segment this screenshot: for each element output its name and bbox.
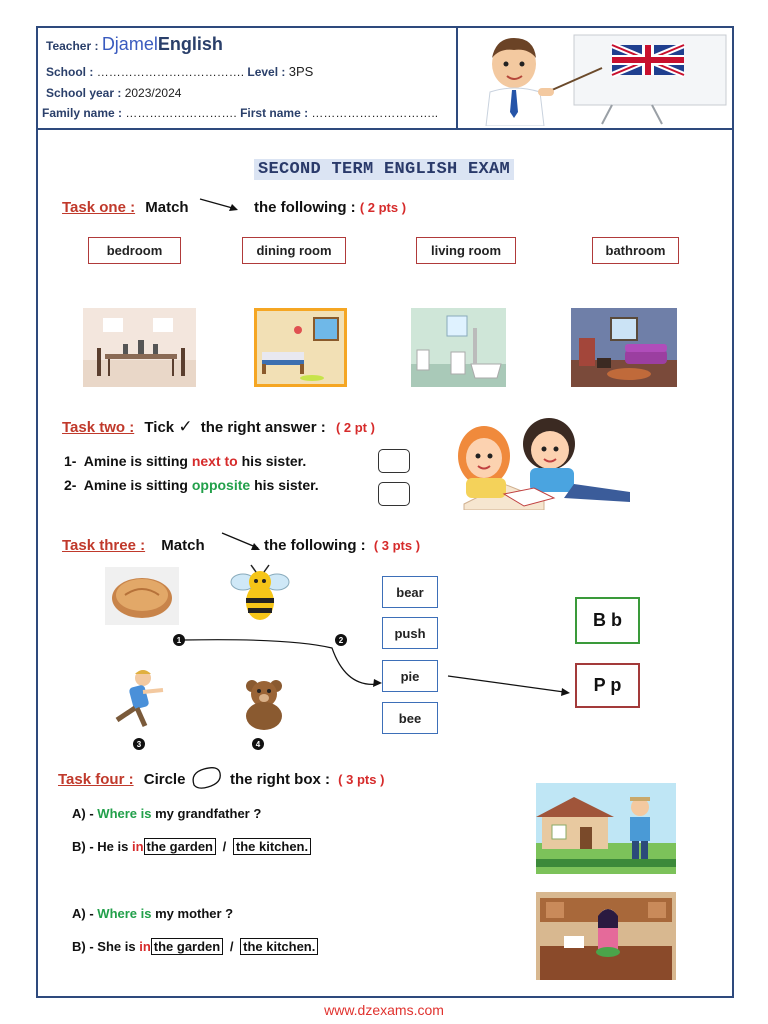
family-name-field[interactable]: ………………………. <box>125 106 237 120</box>
word-box-dining-room[interactable]: dining room <box>242 237 346 264</box>
letter-box-p[interactable]: P p <box>575 663 640 708</box>
bathroom-picture[interactable] <box>411 308 506 387</box>
task-four-label: Task four : <box>58 771 134 788</box>
bee-picture[interactable] <box>227 564 293 626</box>
task-three-heading <box>62 537 205 554</box>
circle-shape-icon <box>188 765 224 791</box>
grandfather-garden-picture <box>536 783 676 874</box>
task-three-points: ( 3 pts ) <box>373 538 421 553</box>
task-one-instruction: Match <box>145 199 189 216</box>
teacher-line <box>46 34 223 55</box>
footer-url[interactable]: www.dzexams.com <box>324 1002 444 1018</box>
task-two-points: ( 2 pt ) <box>335 420 375 435</box>
bedroom-picture[interactable] <box>254 308 347 387</box>
first-name-field[interactable]: ………………………….. <box>311 106 439 120</box>
word-box-living-room[interactable]: living room <box>416 237 516 264</box>
task-one-points: ( 2 pts ) <box>359 200 407 215</box>
exam-title: SECOND TERM ENGLISH EXAM <box>0 160 768 179</box>
word-box-bee[interactable]: bee <box>382 702 438 734</box>
children-reading-picture <box>444 414 636 510</box>
number-1-badge: 1 <box>173 634 185 646</box>
word-box-bedroom[interactable]: bedroom <box>88 237 181 264</box>
number-4-badge: 4 <box>252 738 264 750</box>
teacher-name: DjamelEnglish <box>101 34 223 54</box>
number-2-badge: 2 <box>335 634 347 646</box>
first-name-label: First name : <box>240 106 309 120</box>
pie-picture[interactable] <box>105 567 179 625</box>
answer-2: B) - She is in the garden / the kitchen. <box>72 939 318 954</box>
word-box-pie[interactable]: pie <box>382 660 438 692</box>
task-four-heading <box>58 771 185 788</box>
option-kitchen-2[interactable]: the kitchen. <box>240 938 318 955</box>
school-label: School : <box>46 65 94 79</box>
task-two-heading <box>62 417 375 437</box>
task-three-instruction: Match <box>161 537 205 554</box>
year-label: School year : <box>46 86 122 100</box>
option-kitchen-1[interactable]: the kitchen. <box>233 838 311 855</box>
task-three-label: Task three : <box>62 537 146 554</box>
opposite-highlight: opposite <box>191 477 251 493</box>
task-four-points: ( 3 pts ) <box>338 772 385 787</box>
sentence-2: 2- Amine is sitting opposite his sister. <box>64 477 319 493</box>
match-arrow-icon-2 <box>220 530 264 554</box>
option-garden-1[interactable]: the garden <box>144 838 216 855</box>
level-value: 3PS <box>288 64 314 79</box>
where-is-highlight-2: Where is <box>97 906 152 921</box>
word-box-push[interactable]: push <box>382 617 438 649</box>
header-box <box>36 26 734 130</box>
number-3-badge: 3 <box>133 738 145 750</box>
tick-icon: ✓ <box>178 417 193 436</box>
task-two-label: Task two : <box>62 419 135 436</box>
task-four-heading-tail <box>230 771 384 788</box>
school-field[interactable]: ………………………………. <box>96 65 245 79</box>
question-1: A) - Where is my grandfather ? <box>72 806 262 821</box>
sentence-1: 1- Amine is sitting next to his sister. <box>64 453 307 469</box>
name-line <box>42 106 438 120</box>
level-label: Level : <box>247 65 286 79</box>
task-four-instruction: Circle <box>143 771 186 788</box>
family-name-label: Family name : <box>42 106 123 120</box>
task-three-instruction-b: the following : <box>264 537 366 554</box>
school-line <box>46 64 313 79</box>
header-info <box>38 28 458 128</box>
option-garden-2[interactable]: the garden <box>151 938 223 955</box>
teacher-label: Teacher : <box>46 39 99 53</box>
next-to-highlight: next to <box>191 453 238 469</box>
word-box-bear[interactable]: bear <box>382 576 438 608</box>
match-arrow-icon <box>198 196 242 216</box>
where-is-highlight-1: Where is <box>97 806 152 821</box>
question-2: A) - Where is my mother ? <box>72 906 234 921</box>
teacher-illustration <box>462 30 732 126</box>
task-one-instruction-b: the following : <box>254 199 356 216</box>
tick-box-2[interactable] <box>378 482 410 506</box>
dining-room-picture[interactable] <box>83 308 196 387</box>
task-one-label: Task one : <box>62 199 136 216</box>
task-two-instruction-b: the right answer : <box>200 419 326 436</box>
example-match-lines <box>150 636 600 706</box>
answer-1: B) - He is in the garden / the kitchen. <box>72 839 311 854</box>
living-room-picture[interactable] <box>571 308 677 387</box>
task-one-heading-tail <box>254 199 406 216</box>
task-three-heading-tail <box>264 537 420 554</box>
mother-kitchen-picture <box>536 892 676 980</box>
letter-box-b[interactable]: B b <box>575 597 640 644</box>
tick-box-1[interactable] <box>378 449 410 473</box>
year-value: 2023/2024 <box>124 86 182 100</box>
year-line <box>46 86 181 100</box>
task-four-instruction-b: the right box : <box>230 771 330 788</box>
task-two-instruction: Tick <box>144 419 175 436</box>
word-box-bathroom[interactable]: bathroom <box>592 237 679 264</box>
task-one-heading <box>62 199 189 216</box>
